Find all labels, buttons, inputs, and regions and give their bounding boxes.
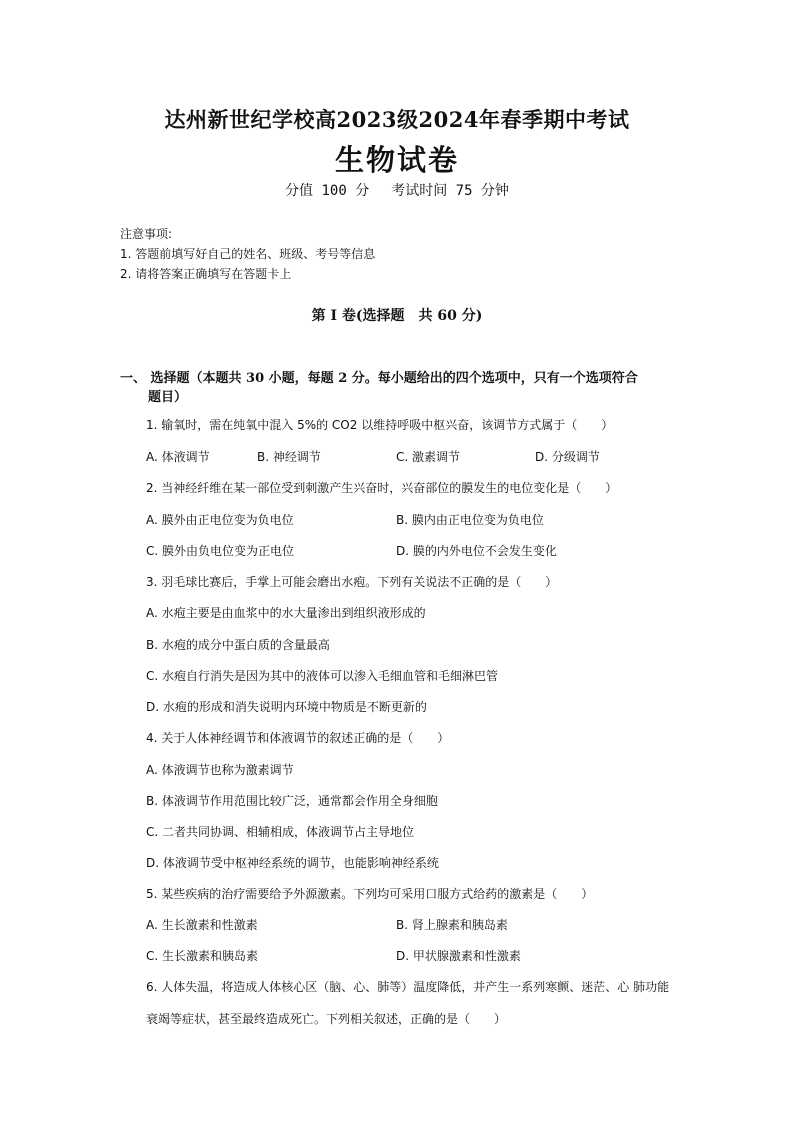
question-2-option-d: D. 膜的内外电位不会发生变化	[396, 544, 557, 558]
question-3-option-d: D. 水疱的形成和消失说明内环境中物质是不断更新的	[146, 700, 427, 714]
subject-title: 生物试卷	[334, 143, 459, 177]
question-5-stem: 5. 某些疾病的治疗需要给予外源激素。下列均可采用口服方式给药的激素是（ ）	[146, 887, 594, 901]
question-1-option-b: B. 神经调节	[257, 450, 321, 464]
question-4-option-a: A. 体液调节也称为激素调节	[146, 763, 294, 777]
question-1-option-d: D. 分级调节	[535, 450, 600, 464]
question-5-option-c: C. 生长激素和胰岛素	[146, 949, 259, 963]
question-6-stem-continued: 衰竭等症状，甚至最终造成死亡。下列相关叙述，正确的是（ ）	[146, 1012, 507, 1026]
question-2-option-c: C. 膜外由负电位变为正电位	[146, 544, 295, 558]
question-5-option-a: A. 生长激素和性激素	[146, 918, 258, 932]
question-3-option-c: C. 水疱自行消失是因为其中的液体可以渗入毛细血管和毛细淋巴管	[146, 669, 499, 683]
question-6-stem: 6. 人体失温，将造成人体核心区（脑、心、肺等）温度降低，并产生一系列寒颤、迷茫、心 肺功能	[146, 980, 670, 994]
question-4-option-d: D. 体液调节受中枢神经系统的调节，也能影响神经系统	[146, 856, 439, 870]
question-3-stem: 3. 羽毛球比赛后，手掌上可能会磨出水疱。下列有关说法不正确的是（ ）	[146, 575, 558, 589]
question-5-option-b: B. 肾上腺素和胰岛素	[396, 918, 508, 932]
part-heading	[120, 369, 680, 407]
part-heading-line1: 一、 选择题（本题共 30 小题，每题 2 分。每小题给出的四个选项中，只有一个选项符合	[120, 371, 638, 386]
score-info: 分值 100 分	[285, 183, 370, 199]
part-heading-line2: 题目）	[148, 390, 188, 405]
notice-item: 1. 答题前填写好自己的姓名、班级、考号等信息	[120, 247, 376, 261]
notice-heading: 注意事项:	[120, 227, 173, 241]
question-3-option-a: A. 水疱主要是由血浆中的水大量渗出到组织液形成的	[146, 606, 426, 620]
notice-item: 2. 请将答案正确填写在答题卡上	[120, 267, 292, 281]
section-title: 第 I 卷(选择题 共 60 分)	[311, 308, 483, 324]
question-1-option-a: A. 体液调节	[146, 450, 210, 464]
question-5-option-d: D. 甲状腺激素和性激素	[396, 949, 521, 963]
question-4-option-b: B. 体液调节作用范围比较广泛，通常都会作用全身细胞	[146, 794, 438, 808]
question-4-stem: 4. 关于人体神经调节和体液调节的叙述正确的是（ ）	[146, 731, 450, 745]
exam-meta	[0, 180, 794, 200]
question-1-stem: 1. 输氧时，需在纯氧中混入 5%的 CO2 以维持呼吸中枢兴奋，该调节方式属于（ ）	[146, 418, 614, 432]
question-2-option-b: B. 膜内由正电位变为负电位	[396, 513, 544, 527]
question-3-option-b: B. 水疱的成分中蛋白质的含量最高	[146, 638, 330, 652]
exam-title: 达州新世纪学校高2023级2024年春季期中考试	[164, 107, 630, 132]
question-4-option-c: C. 二者共同协调、相辅相成，体液调节占主导地位	[146, 825, 415, 839]
question-2-option-a: A. 膜外由正电位变为负电位	[146, 513, 294, 527]
question-1-option-c: C. 激素调节	[396, 450, 461, 464]
question-2-stem: 2. 当神经纤维在某一部位受到刺激产生兴奋时，兴奋部位的膜发生的电位变化是（ ）	[146, 481, 618, 495]
time-info: 考试时间 75 分钟	[391, 183, 509, 199]
